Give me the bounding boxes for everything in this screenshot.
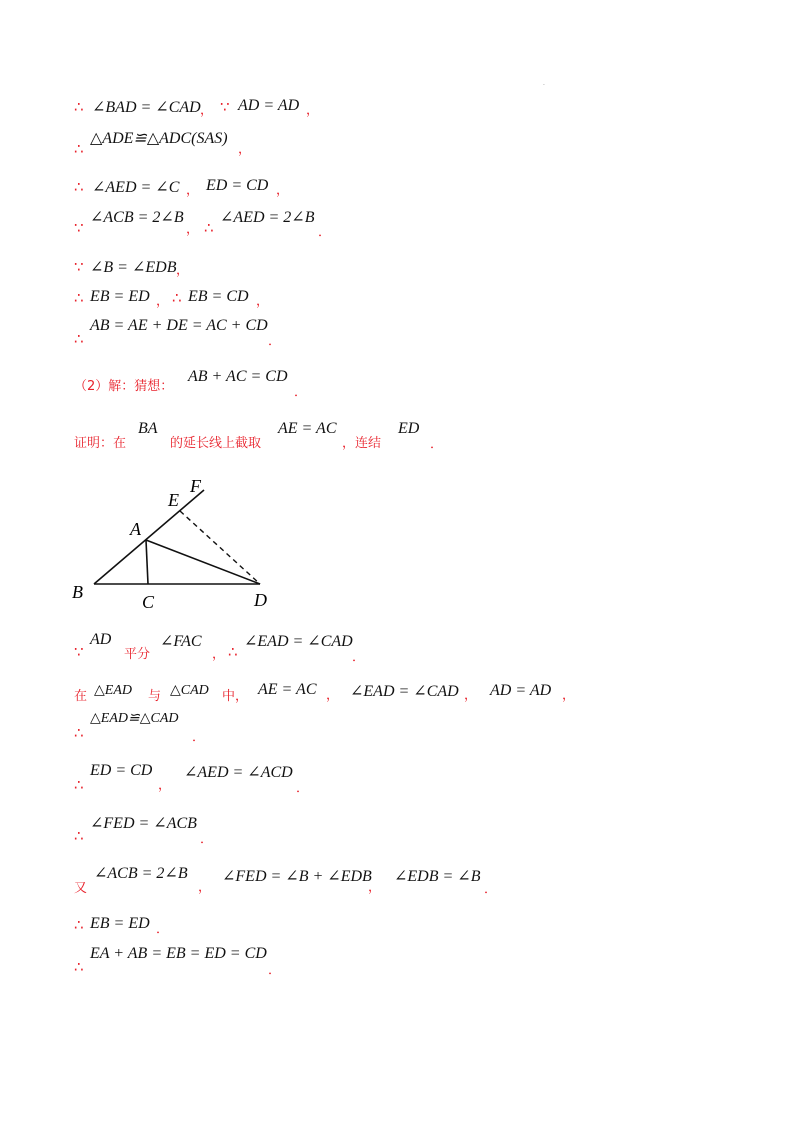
proof-text: 又: [74, 881, 88, 896]
therefore-symbol: ∴: [74, 827, 84, 845]
therefore-symbol: ∴: [74, 916, 84, 934]
proof-text: 在: [74, 689, 88, 704]
comma: ，: [198, 880, 212, 895]
equation: ∠EDB = ∠B: [394, 868, 481, 885]
comma: ，: [306, 103, 320, 118]
comma: ，: [156, 294, 170, 309]
equation: ED = CD: [206, 177, 269, 194]
part-2-heading: （2）解：猜想：: [74, 379, 174, 394]
therefore-symbol: ∴: [204, 219, 214, 237]
equation: ∠FED = ∠B + ∠EDB: [222, 868, 372, 885]
therefore-symbol: ∴: [74, 958, 84, 976]
equation: EB = CD: [188, 288, 249, 305]
therefore-symbol: ∴: [74, 776, 84, 794]
label-D: D: [254, 590, 267, 610]
therefore-symbol: ∴: [74, 178, 84, 196]
segment-BF: [94, 490, 204, 584]
period: ．: [294, 385, 308, 400]
equation: EB = ED: [90, 915, 150, 932]
equation: ∠EAD = ∠CAD: [350, 683, 459, 700]
comma: ，: [176, 263, 190, 278]
equation: ED = CD: [90, 762, 153, 779]
therefore-symbol: ∴: [74, 289, 84, 307]
period: ．: [430, 437, 444, 452]
label-C: C: [142, 592, 155, 612]
because-symbol: ∵: [74, 258, 84, 276]
equation: AD: [90, 631, 112, 648]
because-symbol: ∵: [74, 643, 84, 661]
comma: ，: [186, 222, 200, 237]
comma: ，: [238, 142, 252, 157]
segment-ED-dashed: [180, 511, 260, 584]
equation: △EAD≌△CAD: [90, 711, 179, 726]
proof-text: 与: [148, 689, 162, 704]
geometry-figure: [66, 474, 306, 614]
equation: ∠FED = ∠ACB: [90, 815, 197, 832]
because-symbol: ∵: [220, 98, 230, 116]
comma: ，: [200, 103, 214, 118]
period: ．: [268, 963, 282, 978]
therefore-symbol: ∴: [74, 140, 84, 158]
label-E: E: [168, 490, 179, 510]
comma: ，: [158, 778, 172, 793]
label-B: B: [72, 582, 83, 602]
label-A: A: [130, 519, 141, 539]
equation: ∠AED = ∠ACD: [184, 764, 293, 781]
equation: ∠FAC: [160, 633, 202, 650]
proof-text: 中，: [222, 689, 249, 704]
because-symbol: ∵: [74, 219, 84, 237]
comma: ，: [562, 688, 576, 703]
therefore-symbol: ∴: [228, 643, 238, 661]
segment-AD: [146, 540, 260, 584]
equation: AD = AD: [238, 97, 300, 114]
equation: BA: [138, 420, 158, 437]
equation: △ADE≌△ADC(SAS): [90, 130, 228, 147]
equation: △CAD: [170, 683, 209, 698]
comma: ，: [256, 294, 270, 309]
label-F: F: [190, 476, 201, 496]
equation: AB = AE + DE = AC + CD: [90, 317, 268, 334]
period: ．: [318, 225, 332, 240]
equation: EB = ED: [90, 288, 150, 305]
therefore-symbol: ∴: [74, 98, 84, 116]
equation: ∠B = ∠EDB: [90, 259, 177, 276]
period: ．: [192, 730, 206, 745]
equation: ∠AED = ∠C: [92, 179, 180, 196]
therefore-symbol: ∴: [74, 330, 84, 348]
equation: ∠BAD = ∠CAD: [92, 99, 201, 116]
comma: ，: [326, 688, 340, 703]
page-dot: ·: [543, 82, 545, 89]
equation: ∠ACB = 2∠B: [90, 209, 184, 226]
therefore-symbol: ∴: [172, 289, 182, 307]
equation: AE = AC: [258, 681, 317, 698]
proof-label: 证明：在: [74, 436, 127, 451]
period: ．: [156, 922, 170, 937]
comma: ，: [368, 880, 382, 895]
equation: AD = AD: [490, 682, 552, 699]
equation: AB + AC = CD: [188, 368, 288, 385]
proof-text: ，连结: [342, 436, 382, 451]
period: ．: [296, 781, 310, 796]
equation: ED: [398, 420, 420, 437]
equation: ∠AED = 2∠B: [220, 209, 315, 226]
equation: AE = AC: [278, 420, 337, 437]
comma: ，: [464, 688, 478, 703]
proof-text: 的延长线上截取: [170, 436, 262, 451]
equation: △EAD: [94, 683, 132, 698]
equation: ∠ACB = 2∠B: [94, 865, 188, 882]
equation: EA + AB = EB = ED = CD: [90, 945, 267, 962]
period: ．: [484, 882, 498, 897]
comma: ，: [186, 183, 200, 198]
equation: ∠EAD = ∠CAD: [244, 633, 353, 650]
comma: ，: [276, 183, 290, 198]
period: ．: [268, 334, 282, 349]
comma: ，: [212, 647, 226, 662]
proof-text: 平分: [124, 647, 151, 662]
period: ．: [200, 832, 214, 847]
period: ．: [352, 650, 366, 665]
segment-AC: [146, 540, 148, 584]
therefore-symbol: ∴: [74, 724, 84, 742]
